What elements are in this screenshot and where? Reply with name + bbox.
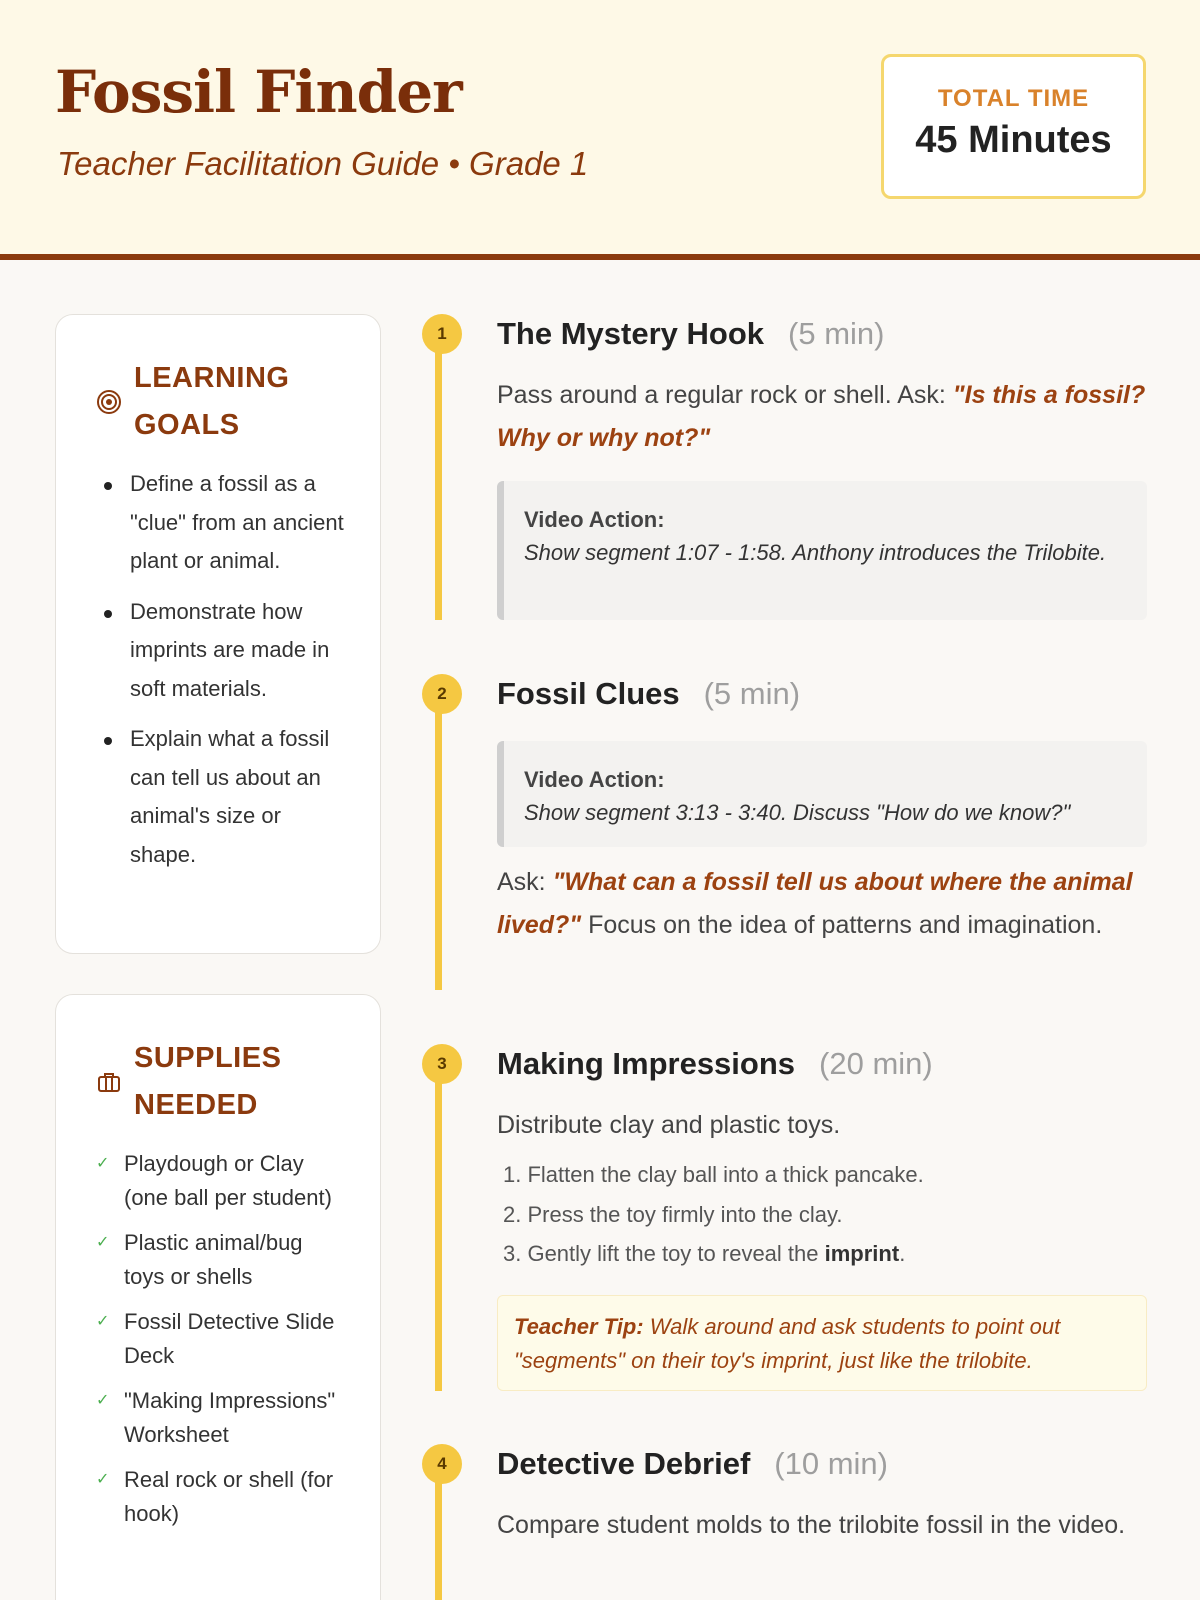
goal-item: Define a fossil as a "clue" from an ancient plant or animal. bbox=[96, 465, 346, 581]
learning-goals-header bbox=[96, 355, 289, 449]
supplies-list bbox=[96, 1147, 346, 1542]
supply-item bbox=[96, 1384, 346, 1451]
step-title: Fossil Clues bbox=[497, 676, 680, 711]
supplies-title-line2: NEEDED bbox=[134, 1089, 258, 1121]
learning-goals-card bbox=[55, 314, 381, 954]
step-number-badge: 2 bbox=[422, 674, 462, 714]
procedure-item: 3. Gently lift the toy to reveal the imprint. bbox=[503, 1241, 906, 1266]
page-subtitle: Teacher Facilitation Guide • Grade 1 bbox=[57, 145, 589, 182]
page-header bbox=[0, 0, 1200, 260]
step-duration: (20 min) bbox=[819, 1046, 933, 1081]
supply-item-label: Fossil Detective Slide Deck bbox=[124, 1309, 335, 1368]
teacher-tip-box bbox=[497, 1295, 1147, 1391]
video-action-text: Show segment 3:13 - 3:40. Discuss "How do we know?" bbox=[524, 800, 1071, 825]
step-text bbox=[497, 374, 1147, 460]
supply-item bbox=[96, 1463, 346, 1530]
step-number-badge: 4 bbox=[422, 1444, 462, 1484]
timeline-line bbox=[435, 1064, 442, 1391]
step-text bbox=[497, 861, 1147, 947]
learning-goals-list bbox=[96, 465, 346, 886]
step-number-badge: 1 bbox=[422, 314, 462, 354]
supply-item-label: Plastic animal/bug toys or shells bbox=[124, 1230, 303, 1289]
check-icon: ✓ bbox=[96, 1234, 110, 1251]
step-text: Compare student molds to the trilobite fossil in the video. bbox=[497, 1511, 1126, 1539]
teacher-tip-text: Walk around and ask students to point out "segments" on their toy's imprint, just like the trilobite. bbox=[514, 1314, 1061, 1373]
timeline-line bbox=[435, 1464, 442, 1600]
check-icon: ✓ bbox=[96, 1392, 110, 1409]
step-ask-label: Ask: bbox=[497, 868, 546, 896]
supplies-header bbox=[96, 1035, 281, 1129]
total-time-box bbox=[881, 54, 1146, 199]
page-title: Fossil Finder bbox=[55, 58, 462, 126]
procedure-item: 2. Press the toy firmly into the clay. bbox=[503, 1201, 843, 1227]
timeline-line bbox=[435, 334, 442, 620]
procedure-item: 1. Flatten the clay ball into a thick pancake. bbox=[503, 1162, 924, 1187]
teacher-tip-label: Teacher Tip: bbox=[514, 1314, 644, 1339]
briefcase-icon bbox=[96, 1069, 122, 1095]
goal-item: Demonstrate how imprints are made in soft materials. bbox=[96, 593, 346, 709]
step-number-badge: 3 bbox=[422, 1044, 462, 1084]
supply-item-label: Real rock or shell (for hook) bbox=[124, 1467, 334, 1526]
step-duration: (5 min) bbox=[703, 676, 801, 711]
step-header bbox=[497, 676, 800, 712]
step-question: "Is this a fossil? Why or why not?" bbox=[497, 381, 1146, 452]
total-time-label: TOTAL TIME bbox=[937, 85, 1090, 112]
supply-item bbox=[96, 1226, 346, 1293]
procedure-item-bold: imprint bbox=[824, 1241, 900, 1266]
video-action-box bbox=[497, 741, 1147, 847]
step-text: Distribute clay and plastic toys. bbox=[497, 1111, 841, 1139]
supplies-card bbox=[55, 994, 381, 1600]
learning-goals-title bbox=[134, 355, 289, 449]
video-action-label: Video Action: bbox=[524, 767, 665, 792]
step-title: Detective Debrief bbox=[497, 1446, 751, 1481]
check-icon: ✓ bbox=[96, 1155, 110, 1172]
learning-goals-title-line1: LEARNING bbox=[134, 362, 290, 394]
step-question: "What can a fossil tell us about where the animal lived?" bbox=[497, 868, 1133, 939]
video-action-label: Video Action: bbox=[524, 507, 665, 532]
procedure-item-text: 3. Gently lift the toy to reveal the bbox=[503, 1241, 819, 1266]
video-action-text: Show segment 1:07 - 1:58. Anthony introduces the Trilobite. bbox=[524, 540, 1107, 565]
supplies-title-line1: SUPPLIES bbox=[134, 1042, 282, 1074]
step-header bbox=[497, 316, 884, 352]
total-time-value: 45 Minutes bbox=[915, 119, 1112, 161]
step-instruction: Focus on the idea of patterns and imagination. bbox=[588, 911, 1103, 939]
target-icon bbox=[96, 389, 122, 415]
check-icon: ✓ bbox=[96, 1471, 110, 1488]
step-header bbox=[497, 1046, 933, 1082]
goal-item: Explain what a fossil can tell us about an animal's size or shape. bbox=[96, 720, 346, 874]
learning-goals-title-line2: GOALS bbox=[134, 409, 240, 441]
step-duration: (10 min) bbox=[774, 1446, 888, 1481]
supply-item-label: Playdough or Clay (one ball per student) bbox=[124, 1151, 332, 1210]
supply-item-label: "Making Impressions" Worksheet bbox=[124, 1388, 336, 1447]
procedure-list bbox=[503, 1155, 1143, 1274]
supply-item bbox=[96, 1305, 346, 1372]
step-duration: (5 min) bbox=[788, 316, 885, 351]
supply-item bbox=[96, 1147, 346, 1214]
step-instruction: Pass around a regular rock or shell. Ask: bbox=[497, 381, 946, 409]
supplies-title bbox=[134, 1035, 281, 1129]
step-title: Making Impressions bbox=[497, 1046, 796, 1081]
check-icon: ✓ bbox=[96, 1313, 110, 1330]
video-action-box bbox=[497, 481, 1147, 620]
step-header bbox=[497, 1446, 888, 1482]
timeline-line bbox=[435, 694, 442, 990]
step-title: The Mystery Hook bbox=[497, 316, 765, 351]
